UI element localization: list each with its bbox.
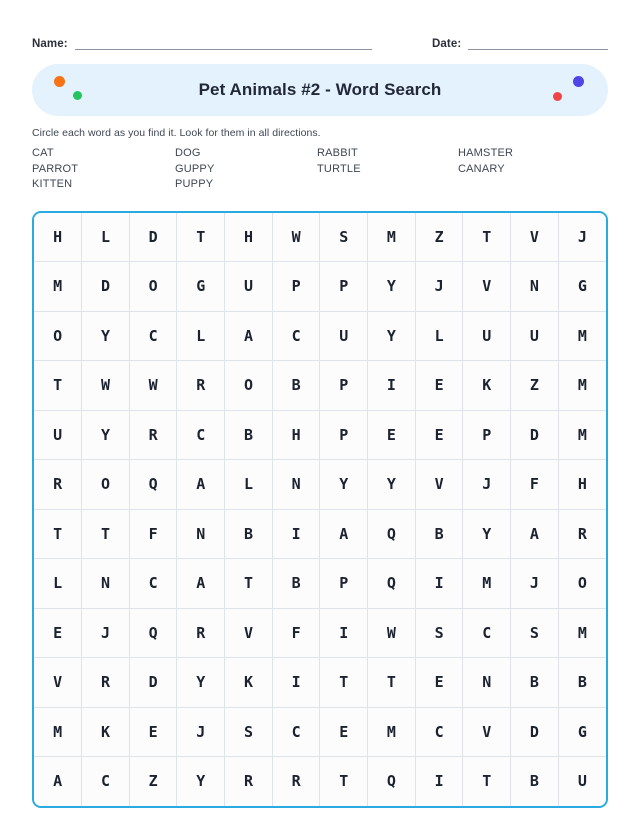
grid-row	[34, 361, 606, 411]
grid-cell[interactable]: Y	[463, 509, 511, 559]
grid-cell[interactable]: T	[34, 361, 82, 411]
grid-cell[interactable]: F	[511, 460, 559, 510]
grid-cell[interactable]: D	[511, 707, 559, 757]
page-title: Pet Animals #2 - Word Search	[198, 80, 442, 99]
grid-cell[interactable]: C	[129, 559, 177, 609]
grid-cell[interactable]: N	[177, 509, 225, 559]
grid-cell[interactable]: U	[511, 311, 559, 361]
grid-cell[interactable]: M	[34, 262, 82, 312]
grid-cell[interactable]: A	[34, 757, 82, 806]
grid-cell[interactable]: T	[463, 213, 511, 262]
grid-cell[interactable]: E	[34, 608, 82, 658]
grid-cell[interactable]: P	[320, 410, 368, 460]
grid-cell[interactable]: N	[511, 262, 559, 312]
grid-row	[34, 262, 606, 312]
grid-cell[interactable]: U	[463, 311, 511, 361]
grid-cell[interactable]: F	[129, 509, 177, 559]
grid-cell[interactable]: T	[320, 658, 368, 708]
grid-cell[interactable]: V	[415, 460, 463, 510]
grid-cell[interactable]: H	[225, 213, 273, 262]
grid-cell[interactable]: C	[463, 608, 511, 658]
grid-cell[interactable]: J	[82, 608, 130, 658]
grid-cell[interactable]: I	[320, 608, 368, 658]
grid-cell[interactable]: M	[558, 311, 606, 361]
instructions-text: Circle each word as you find it. Look for them in all directions.	[32, 127, 321, 139]
grid-cell[interactable]: W	[82, 361, 130, 411]
grid-cell[interactable]: S	[511, 608, 559, 658]
grid-row	[34, 460, 606, 510]
grid-cell[interactable]: L	[34, 559, 82, 609]
grid-cell[interactable]: O	[129, 262, 177, 312]
grid-cell[interactable]: N	[272, 460, 320, 510]
grid-cell[interactable]: Q	[368, 757, 416, 806]
grid-cell[interactable]: W	[129, 361, 177, 411]
grid-cell[interactable]: M	[558, 361, 606, 411]
grid-cell[interactable]: I	[272, 509, 320, 559]
grid-cell[interactable]: F	[272, 608, 320, 658]
grid-cell[interactable]: T	[320, 757, 368, 806]
grid-cell[interactable]: Y	[177, 757, 225, 806]
grid-cell[interactable]: B	[225, 509, 273, 559]
grid-cell[interactable]: U	[558, 757, 606, 806]
grid-cell[interactable]: J	[558, 213, 606, 262]
grid-cell[interactable]: A	[320, 509, 368, 559]
grid-cell[interactable]: W	[272, 213, 320, 262]
grid-cell[interactable]: C	[272, 311, 320, 361]
grid-cell[interactable]: I	[415, 559, 463, 609]
grid-cell[interactable]: I	[368, 361, 416, 411]
grid-cell[interactable]: C	[177, 410, 225, 460]
grid-cell[interactable]: B	[272, 361, 320, 411]
grid-cell[interactable]: Q	[368, 509, 416, 559]
word-search-grid[interactable]	[32, 211, 608, 808]
grid-row	[34, 707, 606, 757]
grid-row	[34, 509, 606, 559]
name-date-row	[32, 0, 608, 50]
word-list-item[interactable]: KITTEN	[32, 178, 73, 190]
word-list-item[interactable]: HAMSTER	[458, 147, 514, 159]
grid-cell[interactable]: V	[225, 608, 273, 658]
grid-cell[interactable]: T	[82, 509, 130, 559]
grid-cell[interactable]: S	[415, 608, 463, 658]
grid-cell[interactable]: E	[415, 410, 463, 460]
grid-row	[34, 608, 606, 658]
grid-cell[interactable]: Q	[368, 559, 416, 609]
grid-cell[interactable]: L	[415, 311, 463, 361]
grid-cell[interactable]: T	[368, 658, 416, 708]
green-dot-icon	[73, 91, 82, 100]
grid-cell[interactable]: B	[558, 658, 606, 708]
grid-row	[34, 213, 606, 262]
grid-cell[interactable]: P	[320, 559, 368, 609]
grid-cell[interactable]: P	[272, 262, 320, 312]
word-list-item[interactable]: CANARY	[458, 162, 505, 175]
grid-cell[interactable]: M	[463, 559, 511, 609]
grid-cell[interactable]: D	[129, 213, 177, 262]
red-dot-icon	[553, 92, 562, 101]
grid-cell[interactable]: Q	[129, 608, 177, 658]
grid-cell[interactable]: G	[177, 262, 225, 312]
word-list-item[interactable]: PUPPY	[175, 178, 214, 190]
date-field-group	[432, 36, 608, 50]
grid-cell[interactable]: H	[272, 410, 320, 460]
grid-cell[interactable]: M	[558, 410, 606, 460]
grid-cell[interactable]: O	[225, 361, 273, 411]
grid-cell[interactable]: V	[463, 707, 511, 757]
grid-cell[interactable]: A	[511, 509, 559, 559]
grid-cell[interactable]: K	[82, 707, 130, 757]
word-list	[32, 146, 608, 193]
grid-cell[interactable]: P	[320, 361, 368, 411]
word-list-item[interactable]: DOG	[175, 147, 201, 159]
grid-cell[interactable]: B	[225, 410, 273, 460]
grid-cell[interactable]: O	[82, 460, 130, 510]
grid-cell[interactable]: Y	[368, 311, 416, 361]
grid-cell[interactable]: M	[368, 213, 416, 262]
grid-cell[interactable]: Z	[415, 213, 463, 262]
grid-cell[interactable]: Y	[82, 410, 130, 460]
grid-cell[interactable]: V	[34, 658, 82, 708]
grid-cell[interactable]: V	[511, 213, 559, 262]
grid-cell[interactable]: K	[463, 361, 511, 411]
grid-cell[interactable]: C	[272, 707, 320, 757]
grid-cell[interactable]: E	[415, 361, 463, 411]
grid-cell[interactable]: Z	[129, 757, 177, 806]
grid-cell[interactable]: L	[177, 311, 225, 361]
grid-cell[interactable]: B	[511, 658, 559, 708]
grid-cell[interactable]: A	[225, 311, 273, 361]
grid-cell[interactable]: T	[225, 559, 273, 609]
grid-cell[interactable]: Y	[177, 658, 225, 708]
grid-cell[interactable]: O	[558, 559, 606, 609]
grid-cell[interactable]: Y	[320, 460, 368, 510]
grid-cell[interactable]: Z	[511, 361, 559, 411]
grid-cell[interactable]: U	[34, 410, 82, 460]
grid-cell[interactable]: S	[320, 213, 368, 262]
grid-cell[interactable]: R	[34, 460, 82, 510]
grid-cell[interactable]: R	[558, 509, 606, 559]
grid-cell[interactable]: T	[463, 757, 511, 806]
word-list-item[interactable]: TURTLE	[317, 162, 361, 175]
grid-row	[34, 757, 606, 806]
grid-cell[interactable]: D	[82, 262, 130, 312]
grid-cell[interactable]: J	[177, 707, 225, 757]
grid-cell[interactable]: D	[511, 410, 559, 460]
grid-cell[interactable]: P	[463, 410, 511, 460]
grid-cell[interactable]: K	[225, 658, 273, 708]
grid-cell[interactable]: L	[82, 213, 130, 262]
grid-cell[interactable]: C	[129, 311, 177, 361]
grid-cell[interactable]: R	[82, 658, 130, 708]
grid-cell[interactable]: S	[225, 707, 273, 757]
grid-cell[interactable]: H	[34, 213, 82, 262]
grid-cell[interactable]: E	[129, 707, 177, 757]
word-list-item[interactable]: GUPPY	[175, 162, 215, 175]
grid-cell[interactable]: M	[558, 608, 606, 658]
grid-cell[interactable]: L	[225, 460, 273, 510]
grid-cell[interactable]: J	[463, 460, 511, 510]
grid-row	[34, 311, 606, 361]
grid-cell[interactable]: H	[558, 460, 606, 510]
grid-cell[interactable]: Q	[129, 460, 177, 510]
grid-cell[interactable]: I	[415, 757, 463, 806]
grid-cell[interactable]: R	[129, 410, 177, 460]
grid-cell[interactable]: C	[415, 707, 463, 757]
grid-row	[34, 658, 606, 708]
grid-cell[interactable]: G	[558, 707, 606, 757]
grid-cell[interactable]: M	[34, 707, 82, 757]
grid-cell[interactable]: R	[225, 757, 273, 806]
name-label: Name:	[32, 38, 68, 50]
grid-cell[interactable]: E	[368, 410, 416, 460]
grid-cell[interactable]: R	[177, 361, 225, 411]
grid-cell[interactable]: B	[272, 559, 320, 609]
name-input-line[interactable]	[75, 36, 372, 50]
name-field-group	[32, 36, 372, 50]
grid-cell[interactable]: V	[463, 262, 511, 312]
grid-cell[interactable]: O	[34, 311, 82, 361]
blue-dot-icon	[573, 76, 584, 87]
grid-cell[interactable]: Y	[368, 262, 416, 312]
date-label: Date:	[432, 38, 462, 50]
title-banner	[32, 64, 608, 116]
grid-cell[interactable]: J	[511, 559, 559, 609]
grid-cell[interactable]: R	[272, 757, 320, 806]
grid-row	[34, 559, 606, 609]
grid-cell[interactable]: W	[368, 608, 416, 658]
grid-cell[interactable]: U	[320, 311, 368, 361]
word-list-item[interactable]: PARROT	[32, 162, 79, 175]
grid-cell[interactable]: B	[511, 757, 559, 806]
grid-cell[interactable]: I	[272, 658, 320, 708]
grid-cell[interactable]: B	[415, 509, 463, 559]
grid-cell[interactable]: G	[558, 262, 606, 312]
grid-cell[interactable]: A	[177, 460, 225, 510]
grid-cell[interactable]: N	[82, 559, 130, 609]
grid-cell[interactable]: C	[82, 757, 130, 806]
grid-cell[interactable]: E	[320, 707, 368, 757]
grid-cell[interactable]: U	[225, 262, 273, 312]
grid-cell[interactable]: N	[463, 658, 511, 708]
grid-cell[interactable]: J	[415, 262, 463, 312]
grid-cell[interactable]: T	[177, 213, 225, 262]
grid-cell[interactable]: Y	[368, 460, 416, 510]
grid-cell[interactable]: P	[320, 262, 368, 312]
word-list-item[interactable]: CAT	[32, 147, 54, 159]
grid-cell[interactable]: E	[415, 658, 463, 708]
grid-cell[interactable]: M	[368, 707, 416, 757]
grid-cell[interactable]: D	[129, 658, 177, 708]
grid-cell[interactable]: T	[34, 509, 82, 559]
date-input-line[interactable]	[468, 36, 608, 50]
grid-table	[34, 213, 606, 806]
word-list-item[interactable]: RABBIT	[317, 147, 358, 159]
grid-cell[interactable]: A	[177, 559, 225, 609]
orange-dot-icon	[54, 76, 65, 87]
grid-row	[34, 410, 606, 460]
grid-cell[interactable]: Y	[82, 311, 130, 361]
grid-cell[interactable]: R	[177, 608, 225, 658]
